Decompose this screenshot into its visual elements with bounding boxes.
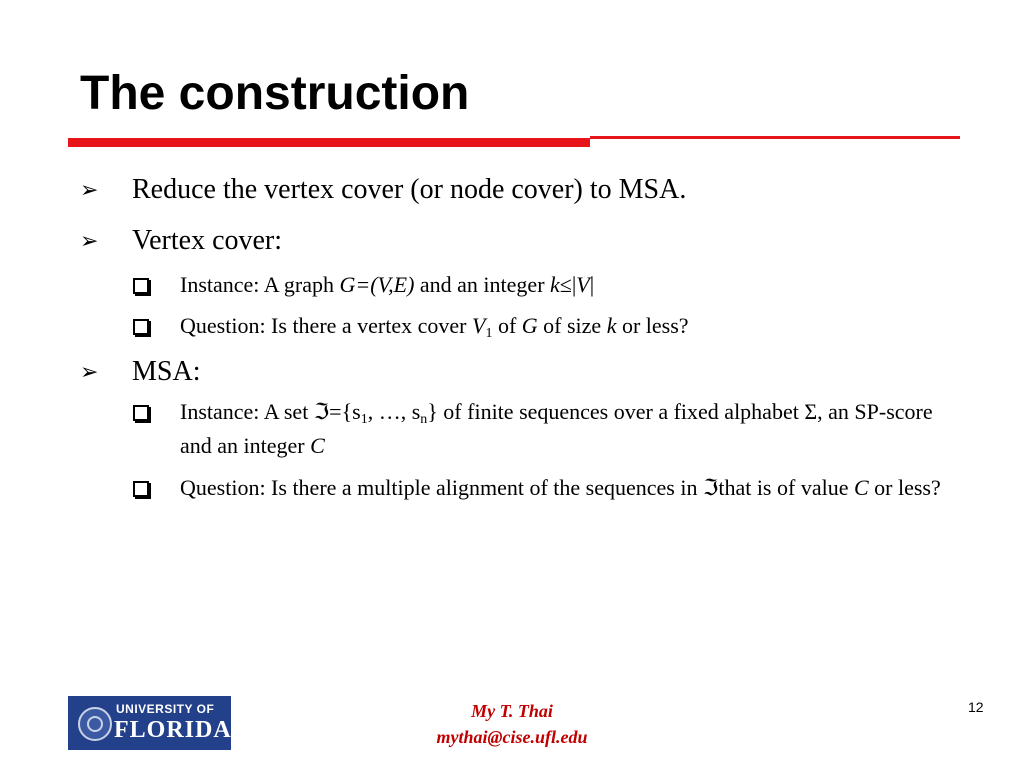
subbullet-text: Instance: A graph G=(V,E) and an integer k≤|V| [180,272,595,297]
bullet-text: Vertex cover: [132,225,283,256]
square-bullet-icon [133,481,149,497]
subbullet-text: Instance: A set $ℑ=\{s_1$, …, $s_n$} of finite sequences over a fixed alphabet Σ, an SP-score and an integer C [180,399,933,458]
footer-email: mythai@cise.ufl.edu [436,727,588,747]
subbullet-text: Question: Is there a vertex cover $V_1$ of G of size k or less? [180,313,689,341]
slide-title: The construction [80,67,470,120]
bullet-text: Reduce the vertex cover (or node cover) to MSA. [132,174,687,205]
square-bullet-icon [133,319,149,335]
square-bullet-icon [133,405,149,421]
footer-author: My T. Thai [471,701,553,721]
arrow-bullet-icon: ➢ [80,228,99,253]
logo-bottom-text: FLORIDA [114,717,232,743]
page-number: 12 [968,699,984,715]
logo-top-text: UNIVERSITY OF [116,702,215,716]
subbullet-text: Question: Is there a multiple alignment of the sequences in ℑthat is of value C or less? [180,475,941,500]
square-bullet-icon [133,278,149,294]
bullet-text: MSA: [132,356,201,387]
arrow-bullet-icon: ➢ [80,359,99,384]
arrow-bullet-icon: ➢ [80,177,99,202]
